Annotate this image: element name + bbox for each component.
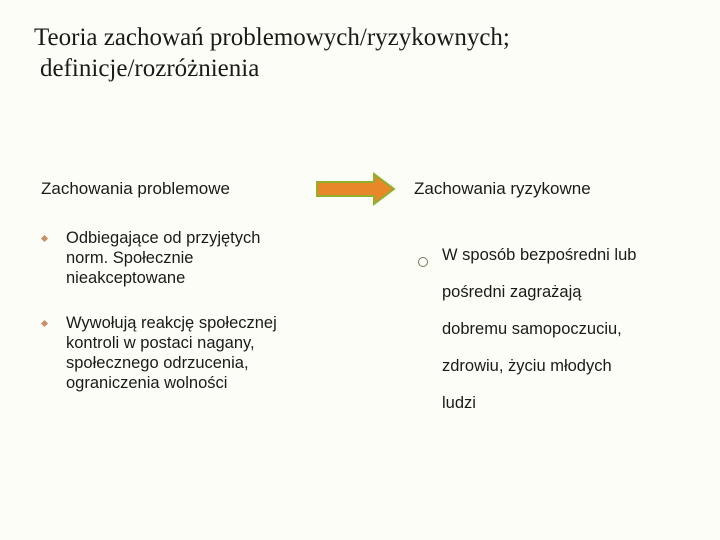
- list-item: [40, 228, 360, 288]
- list-item-line: nieakceptowane: [66, 269, 186, 287]
- list-item-line: Wywołują reakcję społecznej: [66, 314, 277, 332]
- right-arrow-shape: [317, 174, 394, 204]
- risk-behaviors-heading: Zachowania ryzykowne: [414, 179, 591, 198]
- list-item-line: społecznego odrzucenia,: [66, 354, 249, 372]
- risk-behaviors-item: [418, 245, 708, 422]
- circle-bullet-icon: [418, 257, 428, 267]
- risk-text-line: pośredni zagrażają: [442, 283, 582, 301]
- slide-title: [34, 22, 694, 84]
- risk-text-line: dobremu samopoczuciu,: [442, 320, 622, 338]
- list-item-line: norm. Społecznie: [66, 249, 194, 267]
- diamond-bullet-icon: [41, 320, 48, 327]
- slide-title-line-1: Teoria zachowań problemowych/ryzykownych;: [34, 24, 510, 51]
- list-item: [40, 313, 360, 393]
- list-item-line: Odbiegające od przyjętych: [66, 229, 261, 247]
- risk-text-line: ludzi: [442, 394, 476, 412]
- list-item-line: ograniczenia wolności: [66, 374, 228, 392]
- slide-title-line-2: definicje/rozróżnienia: [40, 55, 260, 82]
- problem-behaviors-heading: Zachowania problemowe: [41, 179, 230, 198]
- diamond-bullet-icon: [41, 235, 48, 242]
- list-item-line: kontroli w postaci nagany,: [66, 334, 255, 352]
- right-arrow-icon: [316, 172, 396, 206]
- risk-behaviors-text: [418, 237, 708, 422]
- risk-text-line: zdrowiu, życiu młodych: [442, 357, 612, 375]
- risk-text-line: W sposób bezpośredni lub: [442, 246, 637, 264]
- problem-behaviors-list: [40, 228, 360, 418]
